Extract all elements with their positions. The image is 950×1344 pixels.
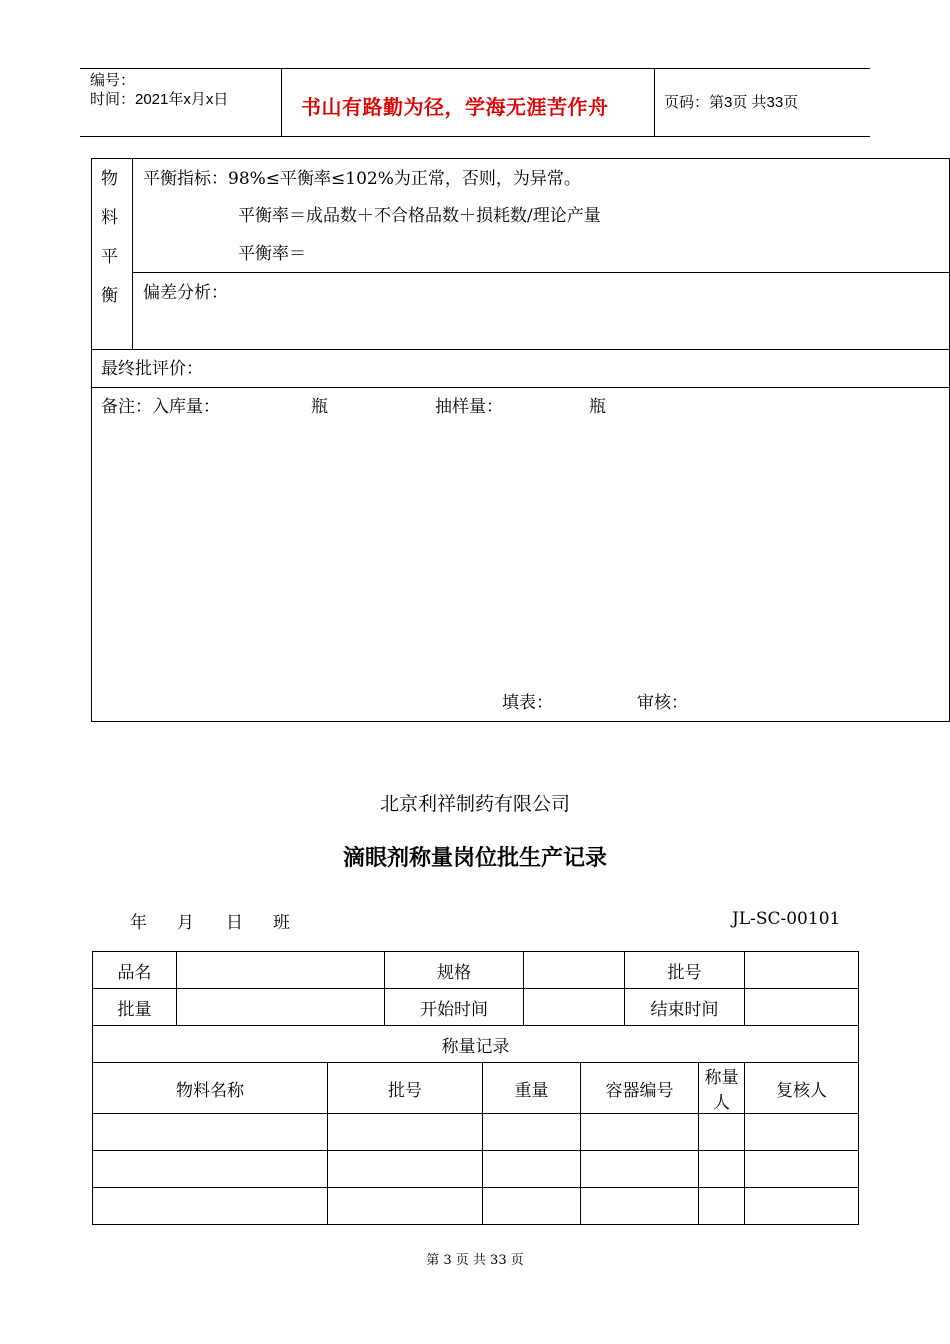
date-day: 日 xyxy=(226,913,243,933)
page-footer: 第 3 页 共 33 页 xyxy=(426,1253,524,1268)
table-cell[interactable] xyxy=(483,1114,581,1151)
header-divider-left xyxy=(281,68,282,136)
balance-label-char-1: 物 xyxy=(101,169,118,189)
table-cell[interactable] xyxy=(581,1114,699,1151)
balance-rate: 平衡率＝ xyxy=(238,244,306,264)
table-row xyxy=(93,1151,859,1188)
table-row xyxy=(93,1114,859,1151)
table-cell[interactable] xyxy=(699,1151,745,1188)
start-time-label: 开始时间 xyxy=(385,989,524,1026)
balance-row-divider-3 xyxy=(91,387,950,388)
table-cell[interactable] xyxy=(93,1151,328,1188)
deviation-analysis-label: 偏差分析： xyxy=(143,283,228,303)
col-checker: 复核人 xyxy=(745,1063,859,1114)
table-cell[interactable] xyxy=(745,1188,859,1225)
weighing-record-table xyxy=(92,951,859,1225)
balance-row-divider-2 xyxy=(91,349,950,350)
weighing-record-section: 称量记录 xyxy=(93,1026,859,1063)
col-weight: 重量 xyxy=(483,1063,581,1114)
col-container-no: 容器编号 xyxy=(581,1063,699,1114)
header-page-info: 页码：第3页 共33页 xyxy=(664,94,799,111)
balance-label-char-3: 平 xyxy=(101,247,118,267)
date-shift: 班 xyxy=(273,913,290,933)
table-row xyxy=(93,1188,859,1225)
header-top-rule xyxy=(80,68,870,69)
table-cell[interactable] xyxy=(328,1151,483,1188)
fill-form-label: 填表： xyxy=(502,693,553,713)
table-cell[interactable] xyxy=(745,1151,859,1188)
header-divider-right xyxy=(654,68,655,136)
table-cell[interactable] xyxy=(699,1188,745,1225)
col-batch-no: 批号 xyxy=(328,1063,483,1114)
col-weigher: 称量人 xyxy=(699,1063,745,1114)
col-material-name: 物料名称 xyxy=(93,1063,328,1114)
table-cell[interactable] xyxy=(328,1114,483,1151)
table-row xyxy=(93,952,859,989)
table-cell[interactable] xyxy=(328,1188,483,1225)
batch-no-label: 批号 xyxy=(625,952,745,989)
remarks-unit-1: 瓶 xyxy=(311,397,328,417)
batch-no-field[interactable] xyxy=(745,952,859,989)
balance-label-char-4: 衡 xyxy=(101,286,118,306)
table-cell[interactable] xyxy=(699,1114,745,1151)
company-name: 北京利祥制药有限公司 xyxy=(379,793,570,815)
end-time-label: 结束时间 xyxy=(625,989,745,1026)
table-cell[interactable] xyxy=(93,1114,328,1151)
spec-label: 规格 xyxy=(385,952,524,989)
spec-field[interactable] xyxy=(524,952,625,989)
table-cell[interactable] xyxy=(581,1151,699,1188)
balance-label-char-2: 料 xyxy=(101,208,118,228)
table-cell[interactable] xyxy=(483,1151,581,1188)
start-time-field[interactable] xyxy=(524,989,625,1026)
product-name-label: 品名 xyxy=(93,952,177,989)
balance-indicator: 平衡指标：98%≤平衡率≤102%为正常，否则，为异常。 xyxy=(143,169,581,189)
table-row xyxy=(93,989,859,1026)
table-cell[interactable] xyxy=(581,1188,699,1225)
balance-table xyxy=(91,158,950,722)
remarks-storage-label: 备注：入库量： xyxy=(101,397,220,417)
balance-formula: 平衡率＝成品数＋不合格品数＋损耗数/理论产量 xyxy=(238,206,601,226)
document-code: JL-SC-00101 xyxy=(732,909,841,929)
remarks-unit-2: 瓶 xyxy=(589,397,606,417)
header-motto: 书山有路勤为径，学海无涯苦作舟 xyxy=(301,95,609,119)
final-evaluation-label: 最终批评价： xyxy=(101,359,203,379)
table-cell[interactable] xyxy=(483,1188,581,1225)
batch-size-field[interactable] xyxy=(177,989,385,1026)
batch-size-label: 批量 xyxy=(93,989,177,1026)
table-row xyxy=(93,1063,859,1114)
product-name-field[interactable] xyxy=(177,952,385,989)
header-time: 时间：2021年x月x日 xyxy=(90,91,229,108)
balance-row-divider-1 xyxy=(132,272,950,273)
balance-label-divider xyxy=(132,158,133,350)
end-time-field[interactable] xyxy=(745,989,859,1026)
remarks-sample-label: 抽样量： xyxy=(435,397,503,417)
table-cell[interactable] xyxy=(93,1188,328,1225)
review-label: 审核： xyxy=(637,693,688,713)
date-year: 年 xyxy=(130,913,147,933)
form-title: 滴眼剂称量岗位批生产记录 xyxy=(342,846,607,871)
table-row xyxy=(93,1026,859,1063)
header-bottom-rule xyxy=(80,136,870,137)
table-cell[interactable] xyxy=(745,1114,859,1151)
date-month: 月 xyxy=(177,913,194,933)
header-number-label: 编号： xyxy=(90,72,136,89)
